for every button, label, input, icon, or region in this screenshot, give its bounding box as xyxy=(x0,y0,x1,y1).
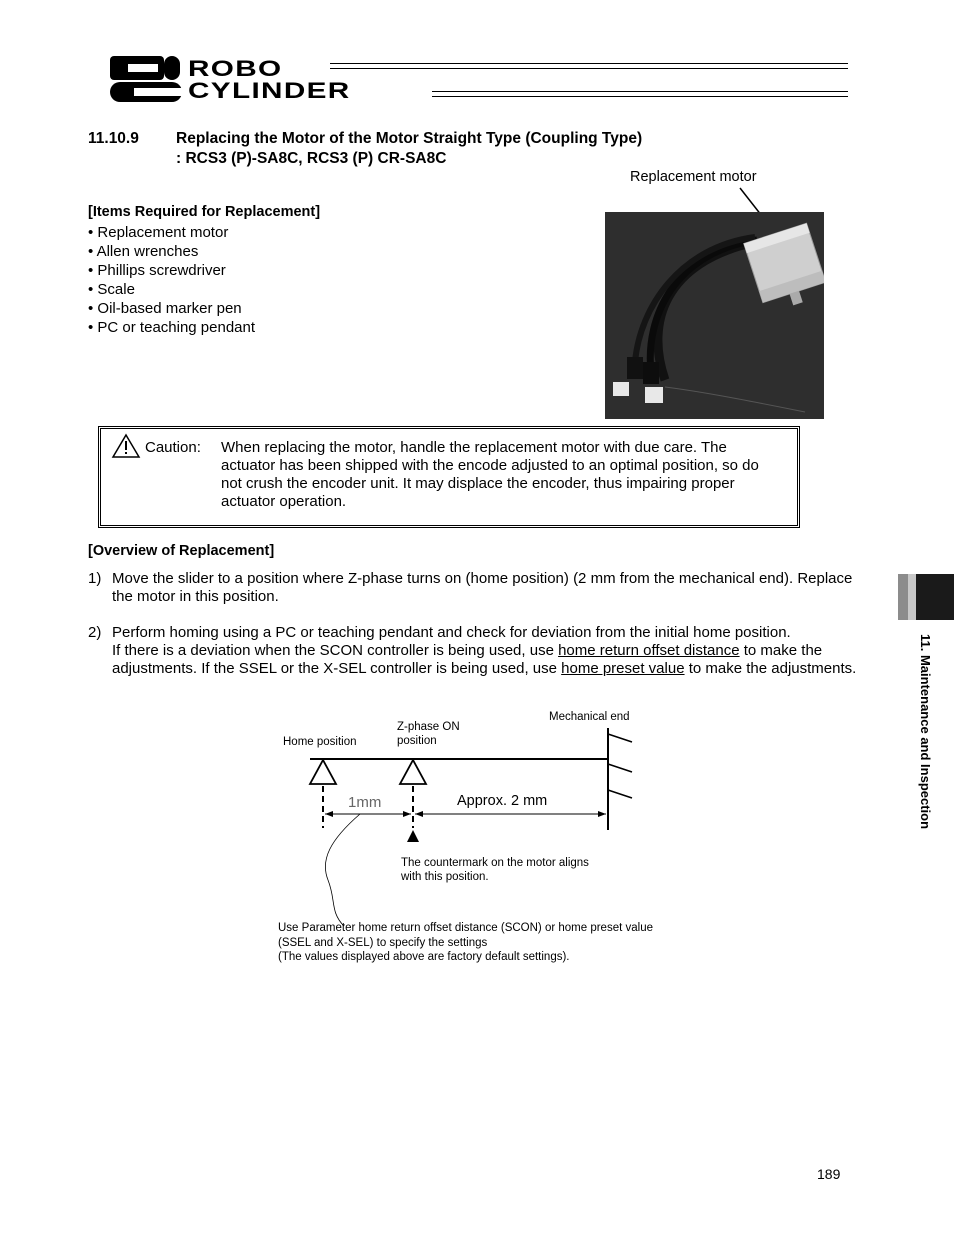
list-item: • PC or teaching pendant xyxy=(88,319,256,336)
list-item: • Oil-based marker pen xyxy=(88,300,242,317)
header-rule xyxy=(330,63,848,64)
step-1 xyxy=(88,570,858,610)
home-return-offset-link: home return offset distance xyxy=(558,642,740,659)
zphase-label: Z-phase ON position xyxy=(397,721,460,747)
warning-icon xyxy=(111,433,141,459)
overview-heading: [Overview of Replacement] xyxy=(88,543,275,559)
step-text: Perform homing using a PC or teaching pendant and check for deviation from the initial home position. If there is a deviation when the SCON controller is being used, use home return offset distance to make the adjustments. If the SSEL or the X-SEL controller is being used, use home preset value to make the adjustments. xyxy=(112,624,857,677)
zphase-marker xyxy=(400,760,426,784)
section-title xyxy=(88,129,642,169)
photo-caption: Replacement motor xyxy=(630,169,757,185)
step-number: 2) xyxy=(88,624,102,641)
rc-logo-mark xyxy=(108,54,184,104)
list-item: • Allen wrenches xyxy=(88,243,199,260)
header-rule xyxy=(330,68,848,69)
caution-label: Caution: xyxy=(145,439,201,456)
caution-box xyxy=(98,426,800,528)
mechanical-end-label: Mechanical end xyxy=(549,711,630,723)
chapter-title-vertical: 11. Maintenance and Inspection xyxy=(918,634,933,830)
logo-line-robo: ROBO xyxy=(188,56,283,81)
dimension-1mm: 1mm xyxy=(348,794,382,811)
home-position-label: Home position xyxy=(283,736,357,748)
items-required-heading: [Items Required for Replacement] xyxy=(88,204,321,220)
section-subtitle: : RCS3 (P)-SA8C, RCS3 (P) CR-SA8C xyxy=(176,150,447,167)
header-rule xyxy=(432,96,848,97)
list-item: • Scale xyxy=(88,281,135,298)
list-item: • Phillips screwdriver xyxy=(88,262,226,279)
home-position-marker xyxy=(310,760,336,784)
dimension-2mm: Approx. 2 mm xyxy=(457,793,548,809)
replacement-motor-photo xyxy=(605,212,824,419)
caution-text: When replacing the motor, handle the replacement motor with due care. The actuator has been shipped with the encode adjusted to an optimal position, so do not crush the encoder unit. It may displace the encoder, thus impairing proper actuator operation. xyxy=(221,439,759,510)
countermark-note: The countermark on the motor aligns with this position. xyxy=(401,857,589,883)
step-2 xyxy=(88,624,858,700)
countermark-arrow xyxy=(407,830,419,842)
items-required-list xyxy=(88,223,255,337)
section-heading: Replacing the Motor of the Motor Straight Type (Coupling Type) xyxy=(176,130,643,147)
step-text: Move the slider to a position where Z-phase turns on (home position) (2 mm from the mechanical end). Replace the motor in this position. xyxy=(112,570,853,605)
chapter-tab xyxy=(898,574,954,620)
list-item: • Replacement motor xyxy=(88,224,229,241)
page-number: 189 xyxy=(817,1166,841,1182)
diagram-footnote: Use Parameter home return offset distance (SCON) or home preset value (SSEL and X-SEL) to specify the settings (The values displayed above are factory default settings). xyxy=(278,922,653,963)
section-number: 11.10.9 xyxy=(88,130,139,147)
logo-line-cylinder: CYLINDER xyxy=(188,78,351,103)
header-rule xyxy=(432,91,848,92)
logo-wordmark xyxy=(188,56,351,103)
step-line: Perform homing using a PC or teaching pendant and check for deviation from the initial home position. xyxy=(112,624,791,641)
step-number: 1) xyxy=(88,570,102,587)
home-preset-link: home preset value xyxy=(561,660,685,677)
